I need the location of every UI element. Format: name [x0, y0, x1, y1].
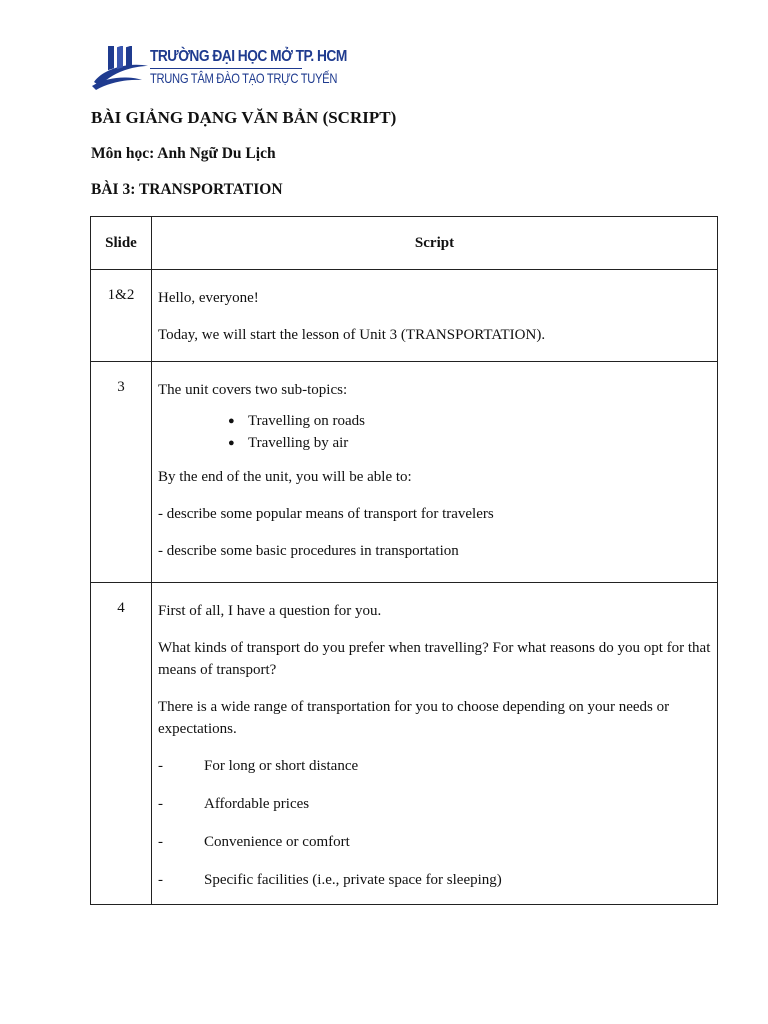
- university-logo: [90, 46, 347, 96]
- script-cell: [152, 270, 718, 362]
- script-paragraph: Hello, everyone!: [158, 290, 259, 306]
- script-table: [90, 216, 718, 905]
- script-paragraph: What kinds of transport do you prefer when travelling? For what reasons do you opt for that means of transport?: [158, 640, 711, 678]
- list-item: [158, 755, 711, 777]
- logo-divider: [150, 68, 302, 69]
- script-paragraph: Today, we will start the lesson of Unit 3 (TRANSPORTATION).: [158, 327, 546, 343]
- subtopic-list: [158, 410, 711, 454]
- dash-marker: -: [158, 796, 163, 812]
- script-paragraph: First of all, I have a question for you.: [158, 603, 382, 619]
- list-item: ● Travelling on roads: [228, 410, 711, 432]
- lesson-title: BÀI 3: TRANSPORTATION: [91, 181, 283, 198]
- table-row: [91, 270, 718, 362]
- script-paragraph: The unit covers two sub-topics:: [158, 382, 348, 398]
- dash-marker: -: [158, 872, 163, 888]
- list-item-text: Affordable prices: [204, 796, 310, 812]
- dash-marker: -: [158, 834, 163, 850]
- script-paragraph: - describe some popular means of transport for travelers: [158, 506, 494, 522]
- slide-number: 3: [91, 362, 152, 583]
- column-header-slide: Slide: [91, 217, 152, 270]
- dash-marker: -: [158, 758, 163, 774]
- table-header-row: [91, 217, 718, 270]
- table-row: [91, 583, 718, 905]
- script-paragraph: - describe some basic procedures in transportation: [158, 543, 459, 559]
- list-item: [158, 869, 711, 891]
- logo-center-name: TRUNG TÂM ĐÀO TẠO TRỰC TUYẾN: [150, 70, 338, 86]
- slide-number: 4: [91, 583, 152, 905]
- script-paragraph: There is a wide range of transportation for you to choose depending on your needs or expectations.: [158, 699, 670, 737]
- list-item-text: For long or short distance: [204, 758, 359, 774]
- script-cell: [152, 362, 718, 583]
- document-title: BÀI GIẢNG DẠNG VĂN BẢN (SCRIPT): [91, 108, 397, 127]
- script-cell: [152, 583, 718, 905]
- column-header-script: Script: [152, 217, 718, 270]
- table-row: [91, 362, 718, 583]
- list-item-text: Convenience or comfort: [204, 834, 350, 850]
- list-item-text: Specific facilities (i.e., private space for sleeping): [204, 872, 502, 888]
- logo-university-name: TRƯỜNG ĐẠI HỌC MỞ TP. HCM: [150, 48, 347, 65]
- script-paragraph: By the end of the unit, you will be able to:: [158, 469, 412, 485]
- list-item: ● Travelling by air: [228, 432, 711, 454]
- slide-number: 1&2: [91, 270, 152, 362]
- list-item: [158, 831, 711, 853]
- list-item: [158, 793, 711, 815]
- open-book-logo-icon: [90, 46, 150, 94]
- subject-line: Môn học: Anh Ngữ Du Lịch: [91, 145, 276, 162]
